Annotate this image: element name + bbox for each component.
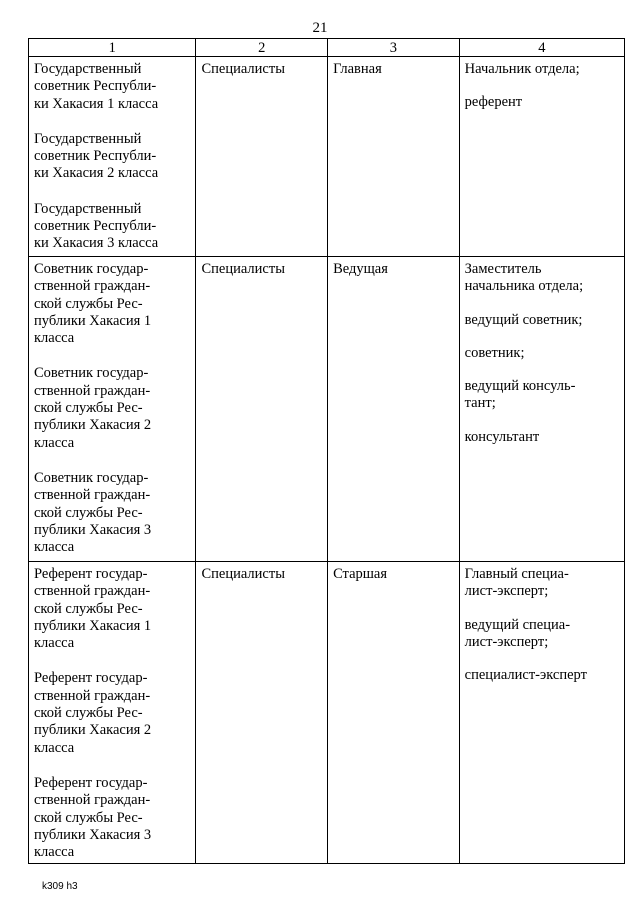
position-line: начальника отдела;	[464, 278, 584, 295]
table-row	[29, 57, 625, 257]
grade-line: ственной граждан-	[34, 278, 151, 295]
position-line: лист-эксперт;	[464, 583, 549, 600]
grade-line: класса	[34, 635, 75, 652]
grade-line: класса	[34, 739, 75, 756]
grade-cell	[29, 562, 196, 864]
grade-cell	[29, 257, 196, 562]
grade-line: ской службы Рес-	[34, 705, 143, 722]
grade-line: Советник государ-	[34, 365, 149, 382]
position-entry	[465, 312, 619, 329]
grade-line: ки Хакасия 1 класса	[34, 95, 159, 112]
grade-cell	[29, 57, 196, 257]
grade-line: класса	[34, 330, 75, 347]
grade-line: ской службы Рес-	[34, 504, 143, 521]
grade-line: советник Республи-	[34, 218, 157, 235]
grade-line: ки Хакасия 2 класса	[34, 165, 159, 182]
position-entry	[465, 345, 619, 362]
grade-line: Государственный	[34, 61, 142, 77]
grade-line: ской службы Рес-	[34, 809, 143, 826]
position-line: специалист-эксперт	[464, 667, 587, 684]
position-line: Начальник отдела;	[464, 61, 580, 77]
position-entry	[465, 617, 619, 652]
classification-table	[28, 38, 625, 864]
position-entry	[465, 667, 619, 684]
grade-line: публики Хакасия 2	[34, 722, 152, 739]
grade-line: ки Хакасия 3 класса	[34, 235, 159, 252]
grade-line: публики Хакасия 1	[34, 312, 152, 329]
grade-spacer	[34, 652, 190, 670]
grade-line: ственной граждан-	[34, 583, 151, 600]
grade-line: ской службы Рес-	[34, 400, 143, 417]
position-line: ведущий советник;	[464, 311, 583, 328]
position-entry	[465, 261, 619, 296]
grade-line: Государственный	[34, 130, 142, 147]
grade-line: класса	[34, 844, 75, 861]
column-header-1: 1	[29, 39, 196, 57]
grade-entry	[34, 775, 190, 861]
grade-line: ской службы Рес-	[34, 295, 143, 312]
position-line: лист-эксперт;	[464, 633, 549, 650]
positions-cell	[459, 257, 624, 562]
grade-line: Референт государ-	[34, 670, 148, 687]
column-header-2: 2	[196, 39, 328, 57]
document-code: k309 h3	[42, 881, 78, 892]
position-line: ведущий консуль-	[464, 378, 576, 395]
grade-line: ственной граждан-	[34, 382, 151, 399]
positions-cell	[459, 57, 624, 257]
grade-line: советник Республи-	[34, 78, 157, 95]
category-cell: Специалисты	[196, 57, 328, 257]
column-header-3: 3	[328, 39, 460, 57]
position-entry	[465, 566, 619, 601]
position-line: консультант	[464, 428, 540, 445]
grade-line: Референт государ-	[34, 774, 148, 791]
grade-line: публики Хакасия 3	[34, 521, 152, 538]
grade-entry	[34, 131, 190, 183]
grade-line: Референт государ-	[34, 566, 148, 582]
grade-spacer	[34, 452, 190, 470]
position-line: Главный специа-	[464, 566, 569, 582]
grade-entry	[34, 201, 190, 253]
grade-entry	[34, 670, 190, 756]
position-entry	[465, 378, 619, 413]
position-entry	[465, 429, 619, 446]
table-row	[29, 257, 625, 562]
header-row	[29, 39, 625, 57]
grade-line: Государственный	[34, 200, 142, 217]
position-entry	[465, 94, 619, 111]
grade-entry	[34, 365, 190, 451]
grade-entry	[34, 566, 190, 652]
grade-line: советник Республи-	[34, 148, 157, 165]
grade-entry	[34, 470, 190, 556]
position-line: референт	[464, 94, 523, 111]
page-number: 21	[312, 20, 328, 36]
position-line: Заместитель	[464, 261, 542, 277]
grade-line: публики Хакасия 1	[34, 617, 152, 634]
grade-line: класса	[34, 434, 75, 451]
grade-spacer	[34, 347, 190, 365]
table-body	[29, 57, 625, 864]
grade-line: публики Хакасия 3	[34, 826, 152, 843]
grade-spacer	[34, 183, 190, 201]
positions-cell	[459, 562, 624, 864]
grade-line: ственной граждан-	[34, 487, 151, 504]
grade-line: ственной граждан-	[34, 792, 151, 809]
position-line: тант;	[464, 395, 496, 412]
position-line: советник;	[464, 344, 525, 361]
grade-line: публики Хакасия 2	[34, 417, 152, 434]
column-header-4: 4	[459, 39, 624, 57]
group-cell: Ведущая	[328, 257, 460, 562]
category-cell: Специалисты	[196, 257, 328, 562]
grade-line: ственной граждан-	[34, 687, 151, 704]
grade-entry	[34, 61, 190, 113]
grade-line: Советник государ-	[34, 469, 149, 486]
group-cell: Главная	[328, 57, 460, 257]
grade-spacer	[34, 757, 190, 775]
position-entry	[465, 61, 619, 78]
grade-line: Советник государ-	[34, 261, 149, 277]
category-cell: Специалисты	[196, 562, 328, 864]
grade-spacer	[34, 113, 190, 131]
grade-entry	[34, 261, 190, 347]
group-cell: Старшая	[328, 562, 460, 864]
position-line: ведущий специа-	[464, 616, 571, 633]
table-row	[29, 562, 625, 864]
grade-line: класса	[34, 539, 75, 556]
grade-line: ской службы Рес-	[34, 600, 143, 617]
